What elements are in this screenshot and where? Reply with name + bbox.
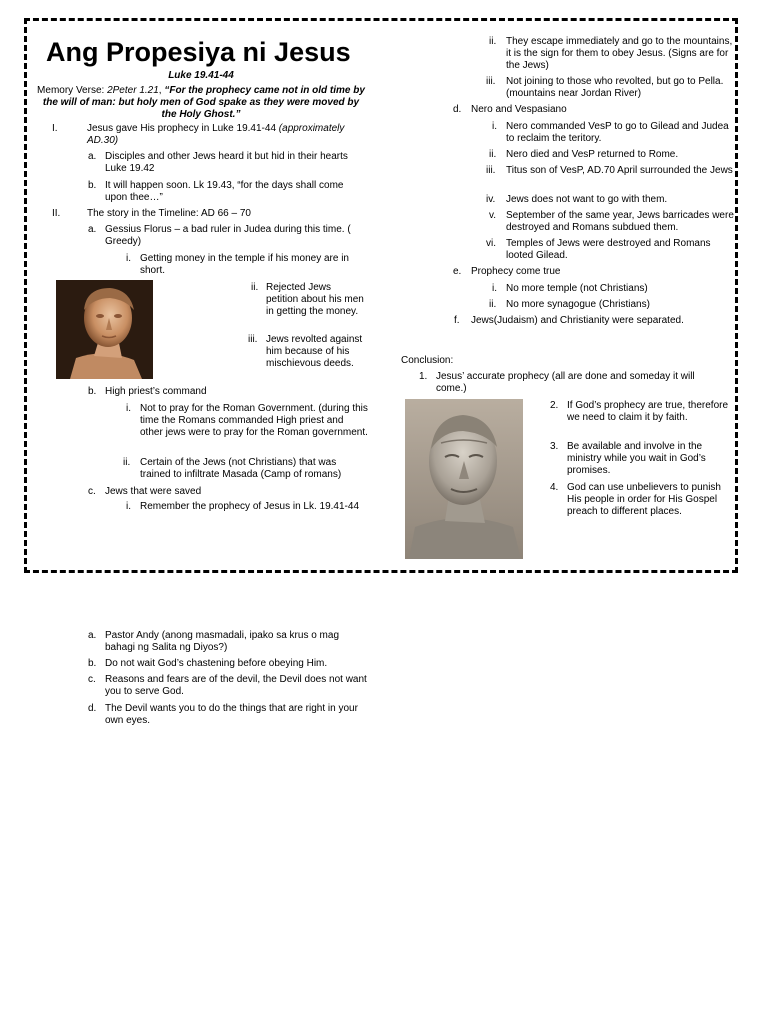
note-item-text: Do not wait God’s chastening before obeying Him. — [105, 658, 328, 669]
memory-verse-label: Memory Verse: — [37, 85, 108, 96]
list-item-number: a. — [88, 151, 97, 162]
sublist-item-text: Certain of the Jews (not Christians) that was trained to infiltrate Masada (Camp of romans) — [140, 457, 342, 480]
sublist-item-text: They escape immediately and go to the mountains, it is the sign for them to obey Jesus. (Signs are for the Jews) — [506, 36, 733, 71]
sublist-item-number: ii. — [489, 149, 497, 160]
conclusion-item-text: Be available and involve in the ministry while you wait in God’s promises. — [567, 441, 706, 476]
scripture-reference: Luke 19.41-44 — [168, 70, 234, 81]
sublist-item-text: Getting money in the temple if his money are in short. — [140, 253, 349, 276]
note-item-text: Pastor Andy (anong masmadali, ipako sa krus o mag bahagi ng Salita ng Diyos?) — [105, 630, 340, 653]
sublist-item-text: No more temple (not Christians) — [506, 283, 648, 294]
list-item-number: d. — [453, 104, 462, 115]
section-1-text — [87, 123, 369, 147]
sublist-item-number: ii. — [251, 282, 259, 293]
sublist-item-text: Rejected Jews petition about his men in getting the money. — [266, 282, 364, 317]
conclusion-item-number: 1. — [419, 371, 428, 382]
sublist-item-number: i. — [492, 121, 497, 132]
sublist-item-text: Temples of Jews were destroyed and Romans looted Gilead. — [506, 238, 711, 261]
note-item-number: d. — [88, 703, 97, 714]
list-item-number: f. — [454, 315, 460, 326]
list-item-number: c. — [88, 486, 96, 497]
list-item-text: High priest’s command — [105, 386, 207, 397]
list-item-text: Jews that were saved — [105, 486, 202, 497]
sublist-item-text: September of the same year, Jews barricades were destroyed and Romans subdued them. — [506, 210, 734, 233]
list-item-text: Nero and Vespasiano — [471, 104, 567, 115]
conclusion-item-number: 2. — [550, 400, 559, 411]
list-item-number: b. — [88, 180, 97, 191]
section-1-note: (approximately AD.30) — [87, 123, 345, 146]
sublist-item-number: ii. — [123, 457, 131, 468]
note-item-number: a. — [88, 630, 97, 641]
nero-bust-image — [56, 280, 153, 379]
sublist-item-text: Not joining to those who revolted, but go to Pella. (mountains near Jordan River) — [506, 76, 724, 99]
sublist-item-number: ii. — [489, 36, 497, 47]
conclusion-item-text: God can use unbelievers to punish His people in order for His Gospel preach to different places. — [567, 482, 721, 517]
sublist-item-number: iii. — [486, 165, 496, 176]
section-2-text: The story in the Timeline: AD 66 – 70 — [87, 208, 251, 219]
note-item-number: c. — [88, 674, 96, 685]
section-1-number: I. — [52, 123, 58, 134]
sublist-item-text: Jews revolted against him because of his mischievous deeds. — [266, 334, 363, 369]
memory-verse-sep: , — [158, 85, 165, 96]
list-item-number: b. — [88, 386, 97, 397]
sublist-item-number: i. — [126, 253, 131, 264]
sublist-item-number: iii. — [248, 334, 258, 345]
sublist-item-number: vi. — [486, 238, 496, 249]
conclusion-item-text: If God’s prophecy are true, therefore we need to claim it by faith. — [567, 400, 729, 423]
memory-verse-ref: 2Peter 1.21 — [107, 85, 159, 96]
section-1-body: Jesus gave His prophecy in Luke 19.41-44 — [87, 123, 279, 134]
list-item-text: It will happen soon. Lk 19.43, “for the days shall come upon thee…” — [105, 180, 344, 203]
section-2-number: II. — [52, 208, 61, 219]
sublist-item-number: i. — [126, 501, 131, 512]
sublist-item-number: i. — [492, 283, 497, 294]
sublist-item-text: Remember the prophecy of Jesus in Lk. 19.41-44 — [140, 501, 360, 512]
sublist-item-number: iii. — [486, 76, 496, 87]
memory-verse-text: “For the prophecy came not in old time by the will of man: but holy men of God spake as they were moved by the Holy Ghost.” — [42, 85, 365, 120]
sublist-item-number: iv. — [486, 194, 496, 205]
list-item-number: e. — [453, 266, 462, 277]
list-item-text: Disciples and other Jews heard it but hid in their hearts Luke 19.42 — [105, 151, 348, 174]
sublist-item-text: No more synagogue (Christians) — [506, 299, 650, 310]
sublist-item-number: ii. — [489, 299, 497, 310]
sublist-item-text: Titus son of VesP, AD.70 April surrounded the Jews — [506, 165, 733, 176]
list-item-text: Jews(Judaism) and Christianity were separated. — [471, 315, 684, 326]
conclusion-heading: Conclusion: — [401, 355, 454, 366]
sublist-item-text: Not to pray for the Roman Government. (during this time the Romans commanded High priest and other jews were to pray for the Roman government. — [140, 403, 368, 438]
conclusion-item-number: 4. — [550, 482, 559, 493]
page-title: Ang Propesiya ni Jesus — [46, 37, 351, 67]
list-item-number: a. — [88, 224, 97, 235]
conclusion-item-text: Jesus’ accurate prophecy (all are done and someday it will come.) — [436, 371, 695, 394]
note-item-text: The Devil wants you to do the things that are right in your own eyes. — [105, 703, 358, 726]
sublist-item-text: Nero commanded VesP to go to Gilead and Judea to reclaim the teritory. — [506, 121, 729, 144]
sublist-item-number: i. — [126, 403, 131, 414]
sublist-item-text: Nero died and VesP returned to Rome. — [506, 149, 679, 160]
list-item-text: Gessius Florus – a bad ruler in Judea during this time. ( Greedy) — [105, 224, 351, 247]
conclusion-item-number: 3. — [550, 441, 559, 452]
memory-verse — [36, 85, 366, 121]
list-item-text: Prophecy come true — [471, 266, 561, 277]
note-item-text: Reasons and fears are of the devil, the Devil does not want you to serve God. — [105, 674, 367, 697]
vespasian-bust-image — [405, 399, 523, 559]
note-item-number: b. — [88, 658, 97, 669]
sublist-item-text: Jews does not want to go with them. — [506, 194, 668, 205]
sublist-item-number: v. — [489, 210, 497, 221]
